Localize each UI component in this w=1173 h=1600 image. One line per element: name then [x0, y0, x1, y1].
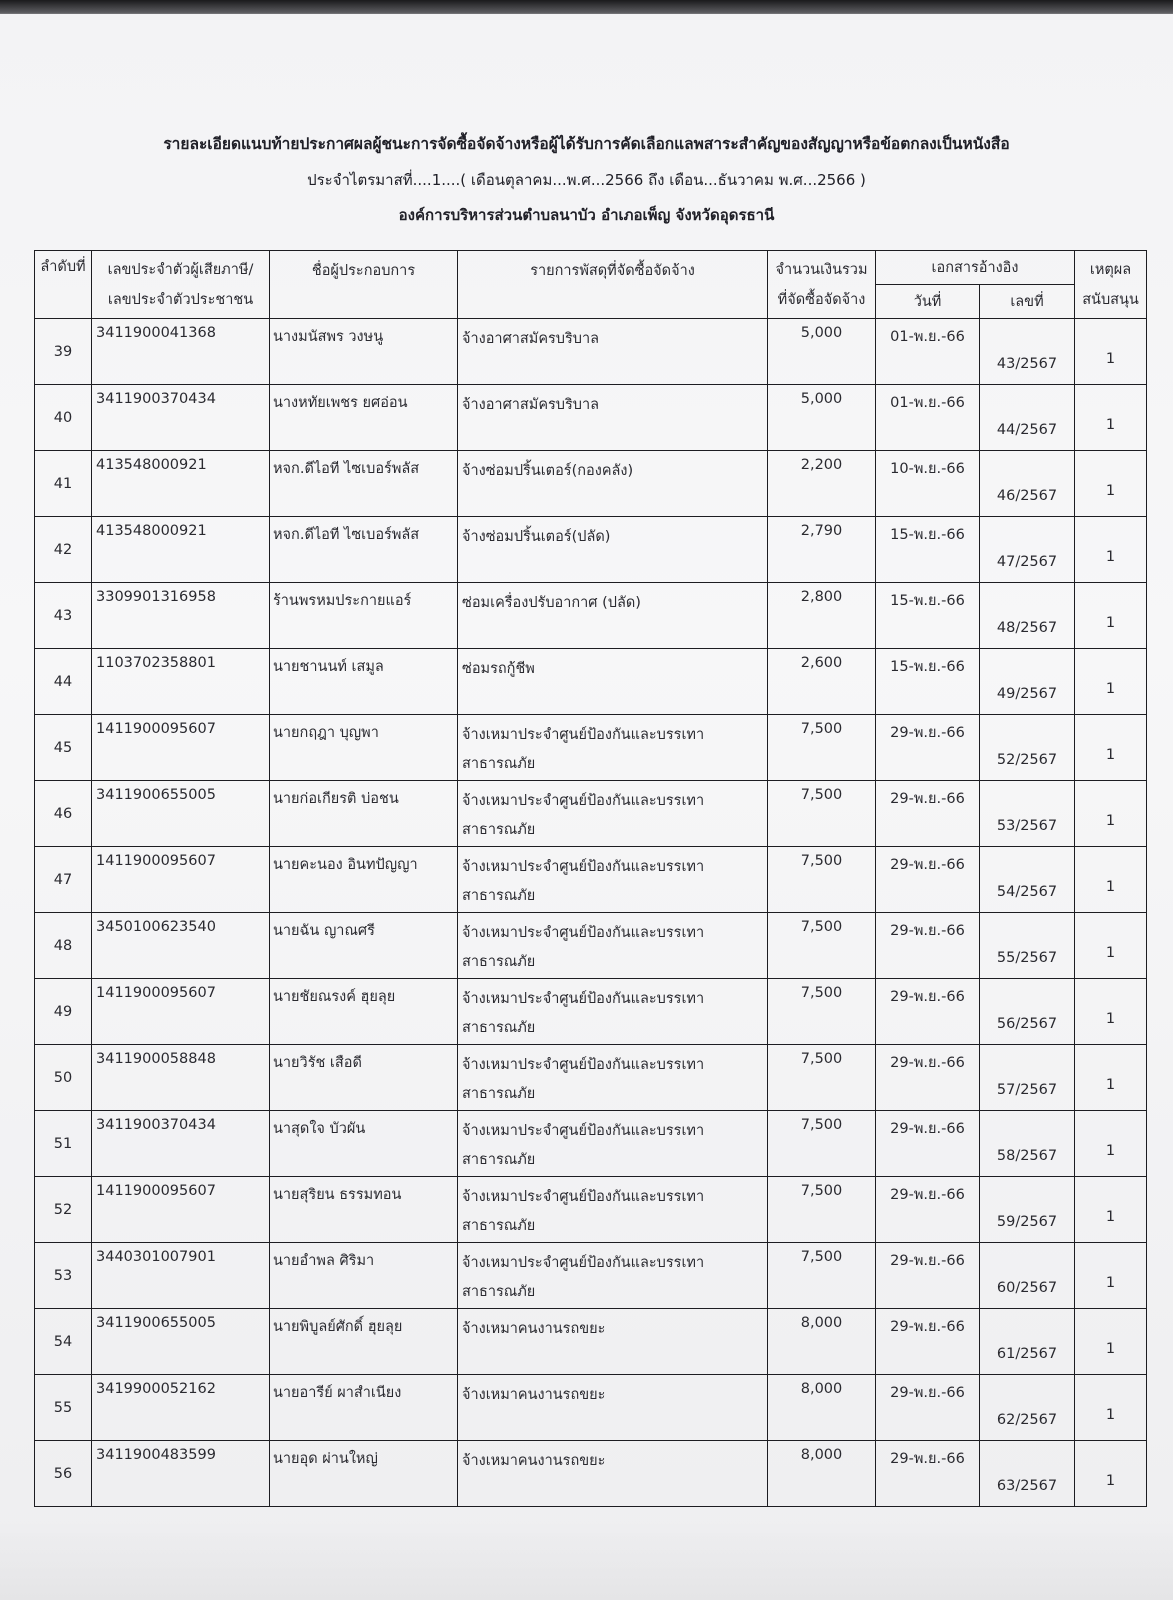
row-item: ซ่อมรถกู้ชีพ	[458, 649, 768, 715]
row-amount: 8,000	[768, 1375, 876, 1441]
row-date: 01-พ.ย.-66	[876, 319, 980, 385]
header-amount-line1: จำนวนเงินรวม	[775, 261, 868, 278]
table-row	[35, 1177, 1147, 1243]
header-reason-line2: สนับสนุน	[1082, 291, 1139, 308]
row-taxid: 413548000921	[92, 517, 270, 583]
row-item: จ้างเหมาคนงานรถขยะ	[458, 1441, 768, 1507]
row-number: 48	[35, 913, 92, 979]
row-date: 01-พ.ย.-66	[876, 385, 980, 451]
row-item: จ้างซ่อมปริ้นเตอร์(กองคลัง)	[458, 451, 768, 517]
row-reason: 1	[1075, 715, 1147, 781]
header-taxid	[92, 251, 270, 319]
row-item: จ้างเหมาประจำศูนย์ป้องกันและบรรเทาสาธารณภัย	[458, 1111, 768, 1177]
row-number: 39	[35, 319, 92, 385]
row-date: 29-พ.ย.-66	[876, 1309, 980, 1375]
row-taxid: 3411900483599	[92, 1441, 270, 1507]
row-amount: 7,500	[768, 781, 876, 847]
row-date: 29-พ.ย.-66	[876, 1375, 980, 1441]
row-ref: 59/2567	[980, 1177, 1075, 1243]
row-taxid: 1411900095607	[92, 979, 270, 1045]
header-taxid-line2: เลขประจำตัวประชาชน	[107, 291, 254, 308]
row-ref: 55/2567	[980, 913, 1075, 979]
table-row	[35, 517, 1147, 583]
row-amount: 7,500	[768, 913, 876, 979]
row-number: 46	[35, 781, 92, 847]
row-reason: 1	[1075, 451, 1147, 517]
row-vendor: นาสุดใจ บัวผัน	[270, 1111, 458, 1177]
row-item: จ้างเหมาประจำศูนย์ป้องกันและบรรเทาสาธารณภัย	[458, 781, 768, 847]
row-date: 10-พ.ย.-66	[876, 451, 980, 517]
row-reason: 1	[1075, 1243, 1147, 1309]
row-ref: 48/2567	[980, 583, 1075, 649]
row-taxid: 3411900370434	[92, 1111, 270, 1177]
row-vendor: นายคะนอง อินทปัญญา	[270, 847, 458, 913]
table-row	[35, 1375, 1147, 1441]
table-row	[35, 1243, 1147, 1309]
row-ref: 58/2567	[980, 1111, 1075, 1177]
row-amount: 7,500	[768, 1111, 876, 1177]
header-vendor: ชื่อผู้ประกอบการ	[270, 251, 458, 319]
row-amount: 7,500	[768, 979, 876, 1045]
document-period: ประจำไตรมาสที่....1....( เดือนตุลาคม...พ.ศ...2566 ถึง เดือน...ธันวาคม พ.ศ...2566 )	[307, 171, 866, 189]
row-vendor: นางมนัสพร วงษนู	[270, 319, 458, 385]
row-ref: 46/2567	[980, 451, 1075, 517]
row-taxid: 3419900052162	[92, 1375, 270, 1441]
table-row	[35, 385, 1147, 451]
row-vendor: นายวิรัช เสือดี	[270, 1045, 458, 1111]
table-row	[35, 319, 1147, 385]
row-vendor: นายอารีย์ ผาสำเนียง	[270, 1375, 458, 1441]
table-row	[35, 1045, 1147, 1111]
row-number: 47	[35, 847, 92, 913]
row-number: 41	[35, 451, 92, 517]
row-reason: 1	[1075, 385, 1147, 451]
row-item: จ้างเหมาประจำศูนย์ป้องกันและบรรเทาสาธารณภัย	[458, 715, 768, 781]
header-no: ลำดับที่	[35, 251, 92, 319]
row-reason: 1	[1075, 1111, 1147, 1177]
table-header	[35, 251, 1147, 319]
page-shadow	[0, 1520, 1173, 1600]
header-date: วันที่	[876, 285, 980, 319]
row-date: 29-พ.ย.-66	[876, 781, 980, 847]
row-ref: 60/2567	[980, 1243, 1075, 1309]
row-date: 15-พ.ย.-66	[876, 583, 980, 649]
row-taxid: 3411900655005	[92, 1309, 270, 1375]
row-taxid: 413548000921	[92, 451, 270, 517]
row-reason: 1	[1075, 1177, 1147, 1243]
table-row	[35, 583, 1147, 649]
row-item: จ้างเหมาคนงานรถขยะ	[458, 1309, 768, 1375]
row-amount: 2,200	[768, 451, 876, 517]
row-vendor: นางหทัยเพชร ยศอ่อน	[270, 385, 458, 451]
row-reason: 1	[1075, 649, 1147, 715]
row-taxid: 1411900095607	[92, 715, 270, 781]
row-date: 29-พ.ย.-66	[876, 1177, 980, 1243]
table-row	[35, 649, 1147, 715]
row-vendor: ร้านพรหมประกายแอร์	[270, 583, 458, 649]
row-amount: 7,500	[768, 715, 876, 781]
row-taxid: 1411900095607	[92, 1177, 270, 1243]
row-ref: 47/2567	[980, 517, 1075, 583]
row-vendor: หจก.ดีไอที ไซเบอร์พลัส	[270, 517, 458, 583]
row-amount: 7,500	[768, 847, 876, 913]
row-item: จ้างเหมาประจำศูนย์ป้องกันและบรรเทาสาธารณภัย	[458, 913, 768, 979]
table-row	[35, 715, 1147, 781]
table-row	[35, 913, 1147, 979]
header-item: รายการพัสดุที่จัดซื้อจัดจ้าง	[458, 251, 768, 319]
row-reason: 1	[1075, 1045, 1147, 1111]
row-reason: 1	[1075, 1375, 1147, 1441]
row-number: 55	[35, 1375, 92, 1441]
row-reason: 1	[1075, 319, 1147, 385]
row-taxid: 3309901316958	[92, 583, 270, 649]
table-row	[35, 1441, 1147, 1507]
row-date: 29-พ.ย.-66	[876, 1111, 980, 1177]
procurement-table	[34, 250, 1147, 1507]
row-reason: 1	[1075, 1441, 1147, 1507]
row-date: 29-พ.ย.-66	[876, 715, 980, 781]
row-ref: 44/2567	[980, 385, 1075, 451]
row-taxid: 3411900655005	[92, 781, 270, 847]
row-number: 45	[35, 715, 92, 781]
row-number: 40	[35, 385, 92, 451]
row-number: 49	[35, 979, 92, 1045]
row-vendor: นายชานนท์ เสมูล	[270, 649, 458, 715]
row-taxid: 1411900095607	[92, 847, 270, 913]
row-amount: 8,000	[768, 1309, 876, 1375]
header-taxid-line1: เลขประจำตัวผู้เสียภาษี/	[107, 261, 254, 278]
row-date: 29-พ.ย.-66	[876, 913, 980, 979]
row-vendor: นายพิบูลย์ศักดิ์ ฮุยลุย	[270, 1309, 458, 1375]
row-item: จ้างเหมาประจำศูนย์ป้องกันและบรรเทาสาธารณภัย	[458, 979, 768, 1045]
row-item: จ้างซ่อมปริ้นเตอร์(ปลัด)	[458, 517, 768, 583]
row-taxid: 3411900370434	[92, 385, 270, 451]
row-reason: 1	[1075, 517, 1147, 583]
row-number: 53	[35, 1243, 92, 1309]
table-row	[35, 1111, 1147, 1177]
row-number: 51	[35, 1111, 92, 1177]
row-vendor: หจก.ดีไอที ไซเบอร์พลัส	[270, 451, 458, 517]
row-ref: 49/2567	[980, 649, 1075, 715]
row-reason: 1	[1075, 583, 1147, 649]
row-amount: 5,000	[768, 385, 876, 451]
row-reason: 1	[1075, 847, 1147, 913]
row-date: 29-พ.ย.-66	[876, 979, 980, 1045]
table-row	[35, 979, 1147, 1045]
row-amount: 8,000	[768, 1441, 876, 1507]
row-item: จ้างอาศาสมัครบริบาล	[458, 319, 768, 385]
row-ref: 43/2567	[980, 319, 1075, 385]
row-item: ซ่อมเครื่องปรับอากาศ (ปลัด)	[458, 583, 768, 649]
row-date: 29-พ.ย.-66	[876, 1243, 980, 1309]
row-number: 54	[35, 1309, 92, 1375]
row-amount: 2,600	[768, 649, 876, 715]
row-vendor: นายฉัน ญาณศรี	[270, 913, 458, 979]
row-number: 42	[35, 517, 92, 583]
row-taxid: 3411900058848	[92, 1045, 270, 1111]
row-ref: 57/2567	[980, 1045, 1075, 1111]
row-reason: 1	[1075, 979, 1147, 1045]
table-body	[35, 319, 1147, 1507]
row-reason: 1	[1075, 913, 1147, 979]
row-date: 29-พ.ย.-66	[876, 1441, 980, 1507]
row-taxid: 1103702358801	[92, 649, 270, 715]
row-date: 15-พ.ย.-66	[876, 517, 980, 583]
row-reason: 1	[1075, 1309, 1147, 1375]
row-taxid: 3411900041368	[92, 319, 270, 385]
header-reason	[1075, 251, 1147, 319]
row-amount: 5,000	[768, 319, 876, 385]
row-taxid: 3440301007901	[92, 1243, 270, 1309]
table-row	[35, 1309, 1147, 1375]
row-number: 52	[35, 1177, 92, 1243]
row-number: 56	[35, 1441, 92, 1507]
row-vendor: นายอำพล ศิริมา	[270, 1243, 458, 1309]
row-number: 43	[35, 583, 92, 649]
row-amount: 2,790	[768, 517, 876, 583]
row-number: 50	[35, 1045, 92, 1111]
row-vendor: นายสุริยน ธรรมทอน	[270, 1177, 458, 1243]
row-item: จ้างอาศาสมัครบริบาล	[458, 385, 768, 451]
row-date: 29-พ.ย.-66	[876, 847, 980, 913]
row-amount: 7,500	[768, 1177, 876, 1243]
row-number: 44	[35, 649, 92, 715]
header-docs: เอกสารอ้างอิง	[876, 251, 1075, 285]
row-ref: 56/2567	[980, 979, 1075, 1045]
row-item: จ้างเหมาประจำศูนย์ป้องกันและบรรเทาสาธารณภัย	[458, 847, 768, 913]
table-row	[35, 847, 1147, 913]
table-row	[35, 781, 1147, 847]
row-ref: 52/2567	[980, 715, 1075, 781]
document-title: รายละเอียดแนบท้ายประกาศผลผู้ชนะการจัดซื้อจัดจ้างหรือผู้ได้รับการคัดเลือกแลพสาระสำคัญของสัญญาหรือข้อตกลงเป็นหนังสือ	[163, 135, 1010, 153]
document-organization: องค์การบริหารส่วนตำบลนาบัว อำเภอเพ็ญ จังหวัดอุดรธานี	[398, 206, 775, 224]
row-ref: 53/2567	[980, 781, 1075, 847]
row-item: จ้างเหมาประจำศูนย์ป้องกันและบรรเทาสาธารณภัย	[458, 1045, 768, 1111]
table-row	[35, 451, 1147, 517]
row-ref: 62/2567	[980, 1375, 1075, 1441]
row-item: จ้างเหมาคนงานรถขยะ	[458, 1375, 768, 1441]
row-vendor: นายอุด ผ่านใหญ่	[270, 1441, 458, 1507]
header-ref: เลขที่	[980, 285, 1075, 319]
row-date: 29-พ.ย.-66	[876, 1045, 980, 1111]
row-ref: 63/2567	[980, 1441, 1075, 1507]
row-date: 15-พ.ย.-66	[876, 649, 980, 715]
row-taxid: 3450100623540	[92, 913, 270, 979]
row-vendor: นายก่อเกียรติ บ่อชน	[270, 781, 458, 847]
header-amount-line2: ที่จัดซื้อจัดจ้าง	[777, 291, 866, 308]
row-amount: 7,500	[768, 1045, 876, 1111]
row-amount: 7,500	[768, 1243, 876, 1309]
row-item: จ้างเหมาประจำศูนย์ป้องกันและบรรเทาสาธารณภัย	[458, 1177, 768, 1243]
header-amount	[768, 251, 876, 319]
row-vendor: นายชัยณรงค์ ฮุยลุย	[270, 979, 458, 1045]
row-ref: 61/2567	[980, 1309, 1075, 1375]
row-item: จ้างเหมาประจำศูนย์ป้องกันและบรรเทาสาธารณภัย	[458, 1243, 768, 1309]
row-amount: 2,800	[768, 583, 876, 649]
row-ref: 54/2567	[980, 847, 1075, 913]
row-reason: 1	[1075, 781, 1147, 847]
header-reason-line1: เหตุผล	[1089, 261, 1132, 278]
row-vendor: นายกฤฎา บุญพา	[270, 715, 458, 781]
